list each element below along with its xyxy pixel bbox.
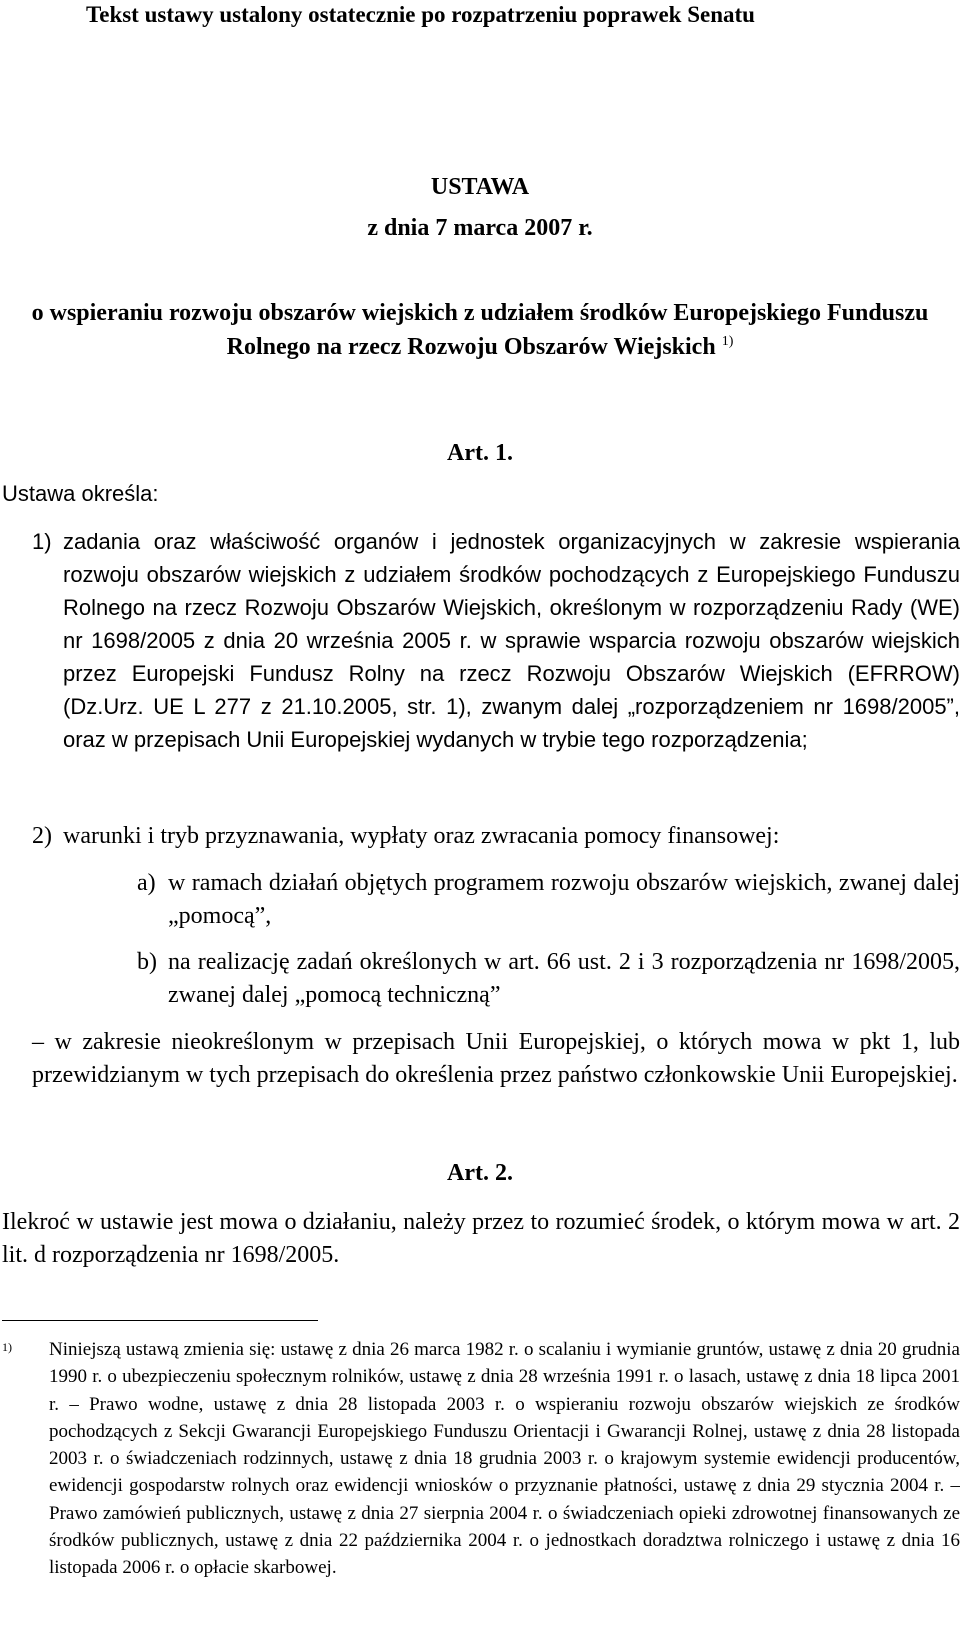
item-number: 1)	[32, 529, 52, 554]
document-header: Tekst ustawy ustalony ostatecznie po rozpatrzeniu poprawek Senatu	[86, 2, 755, 27]
article-1-intro: Ustawa określa:	[2, 481, 159, 506]
subitem-text: w ramach działań objętych programem rozwoju obszarów wiejskich, zwanej dalej „pomocą”,	[168, 870, 960, 929]
article-1-item-2-b	[137, 946, 960, 1012]
act-title	[2, 296, 958, 364]
footnote-separator	[2, 1320, 318, 1321]
subitem-letter: b)	[137, 949, 157, 975]
footnote-reference: 1)	[721, 334, 734, 349]
article-2-text: Ilekroć w ustawie jest mowa o działaniu, należy przez to rozumieć środek, o którym mowa w art. 2 lit. d rozporządzenia nr 1698/2005.	[2, 1209, 960, 1268]
subitem-text: na realizację zadań określonych w art. 66 ust. 2 i 3 rozporządzenia nr 1698/2005, zwanej dalej „pomocą techniczną”	[168, 949, 960, 1008]
act-title-text: o wspieraniu rozwoju obszarów wiejskich z udziałem środków Europejskiego Funduszu Rolnego na rzecz Rozwoju Obszarów Wiejskich	[31, 300, 929, 360]
article-1-item-2	[32, 820, 960, 853]
footnote	[2, 1336, 960, 1582]
item-number: 2)	[32, 823, 52, 849]
act-date: z dnia 7 marca 2007 r.	[367, 215, 593, 241]
article-1-item-1	[32, 525, 960, 756]
footnote-text: Niniejszą ustawą zmienia się: ustawę z dnia 26 marca 1982 r. o scalaniu i wymianie gruntów, ustawę z dnia 20 grudnia 1990 r. o ubezpieczeniu społecznym rolników, ustawę z dnia 28 września 1991 r. o lasach, ustawę z dnia 18 lipca 2001 r. – Prawo wodne, ustawę z dnia 28 listopada 2003 r. o wspieraniu rozwoju obszarów wiejskich ze środków pochodzących z Sekcji Gwarancji Europejskiego Funduszu Orientacji i Gwarancji Rolnej, ustawę z dnia 28 listopada 2003 r. o świadczeniach rodzinnych, ustawę z dnia 18 grudnia 2003 r. o krajowym systemie ewidencji producentów, ewidencji gospodarstw rolnych oraz ewidencji wniosków o przyznanie płatności, ustawę z dnia 29 stycznia 2004 r. – Prawo zamówień publicznych, ustawę z dnia 27 sierpnia 2004 r. o świadczeniach opieki zdrowotnej finansowanych ze środków publicznych, ustawę z dnia 22 października 2004 r. o jednostkach doradztwa rolniczego i ustawę z dnia 16 listopada 2006 r. o opłacie skarbowej.	[49, 1339, 960, 1579]
act-type: USTAWA	[430, 174, 530, 200]
item-text: zadania oraz właściwość organów i jednostek organizacyjnych w zakresie wspierania rozwoju obszarów wiejskich z udziałem środków pochodzących z Europejskiego Funduszu Rolnego na rzecz Rozwoju Obszarów Wiejskich, określonym w rozporządzeniu Rady (WE) nr 1698/2005 z dnia 20 września 2005 r. w sprawie wsparcia rozwoju obszarów wiejskich przez Europejski Fundusz Rolny na rzecz Rozwoju Obszarów Wiejskich (EFRROW) (Dz.Urz. UE L 277 z 21.10.2005, str. 1), zwanym dalej „rozporządzeniem nr 1698/2005”, oraz w przepisach Unii Europejskiej wydanych w trybie tego rozporządzenia;	[63, 529, 960, 752]
item-text: warunki i tryb przyznawania, wypłaty oraz zwracania pomocy finansowej:	[63, 823, 780, 849]
article-1-closing: – w zakresie nieokreślonym w przepisach Unii Europejskiej, o których mowa w pkt 1, lub przewidzianym w tych przepisach do określenia przez państwo członkowskie Unii Europejskiej.	[32, 1029, 960, 1088]
footnote-mark: 1)	[2, 1340, 12, 1354]
article-2-heading: Art. 2.	[447, 1160, 513, 1186]
article-1-item-2-a	[137, 867, 960, 933]
subitem-letter: a)	[137, 870, 156, 896]
article-1-heading: Art. 1.	[447, 440, 513, 466]
